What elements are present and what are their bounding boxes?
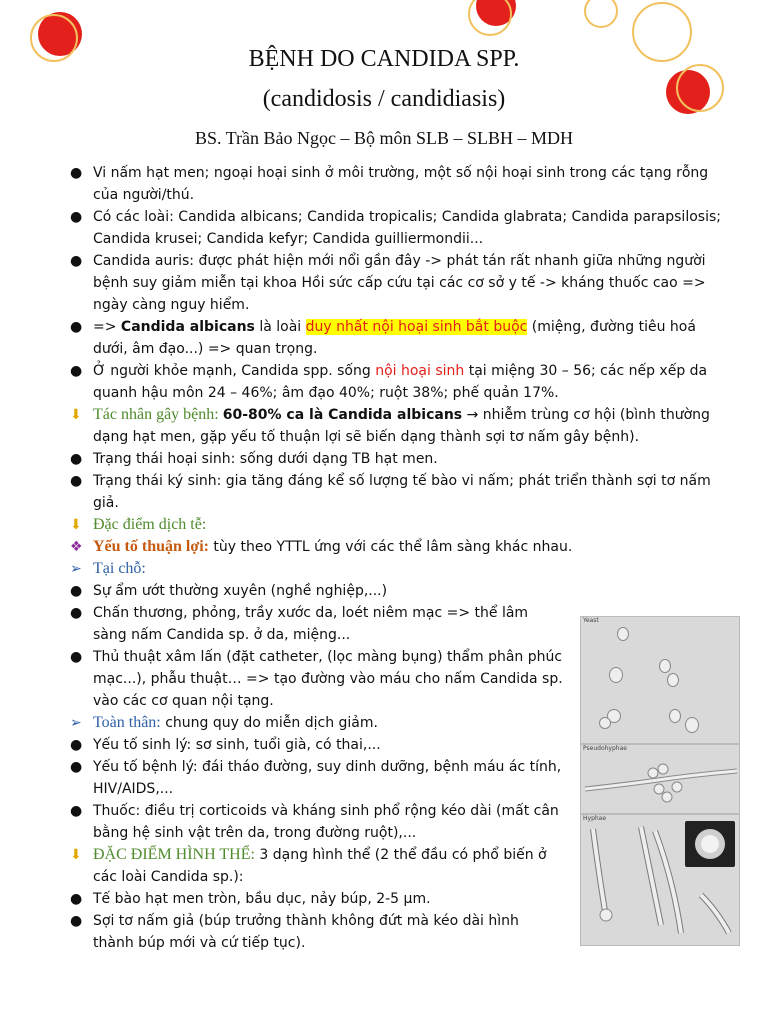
list-item-text: Trạng thái hoại sinh: sống dưới dạng TB hạt men. bbox=[93, 451, 438, 467]
list-item-text: Thủ thuật xâm lấn (đặt catheter, (lọc màng bụng) thẩm phân phúc mạc...), phẫu thuật… => tạo đường vào máu cho nấm Candida sp. vào các cơ quan nội tạng. bbox=[93, 649, 563, 709]
list-item bbox=[68, 360, 728, 404]
list-item-text: Tế bào hạt men tròn, bầu dục, nảy búp, 2-5 µm. bbox=[93, 891, 431, 907]
candida-micrograph-figure bbox=[576, 616, 742, 946]
arrow-down-icon: ⬇ bbox=[70, 847, 82, 863]
species-name-bold: Candida albicans bbox=[120, 319, 255, 335]
decorative-ring bbox=[584, 0, 618, 28]
bullet-dot-icon: ● bbox=[70, 891, 83, 907]
section-heading: Đặc điểm dịch tễ: bbox=[93, 516, 207, 533]
pseudohyphae-micrograph bbox=[580, 744, 740, 814]
colony-drawing bbox=[685, 821, 735, 867]
text-fragment: tùy theo YTTL ứng với các thể lâm sàng khác nhau. bbox=[208, 539, 573, 555]
bullet-dot-icon: ● bbox=[70, 165, 83, 181]
section-heading: Tác nhân gây bệnh: bbox=[93, 406, 223, 423]
document-title: BỆNH DO CANDIDA SPP. bbox=[248, 46, 520, 72]
list-item-text: Vi nấm hạt men; ngoại hoại sinh ở môi trường, một số nội hoại sinh trong các tạng rỗng của người/thú. bbox=[93, 165, 709, 203]
section-heading: Yếu tố thuận lợi: bbox=[93, 538, 209, 555]
yeast-cell bbox=[659, 659, 671, 673]
bullet-dot-icon: ● bbox=[70, 803, 83, 819]
text-fragment: Ở người khỏe mạnh, Candida spp. sống bbox=[93, 363, 376, 379]
decorative-ring bbox=[468, 0, 512, 36]
pseudohyphae-drawing bbox=[581, 745, 739, 813]
list-item bbox=[68, 602, 563, 646]
colony-inset-image bbox=[685, 821, 735, 867]
list-item bbox=[68, 734, 563, 756]
list-item bbox=[68, 646, 563, 712]
list-item-text: Yếu tố bệnh lý: đái tháo đường, suy dinh dưỡng, bệnh máu ác tính, HIV/AIDS,... bbox=[93, 759, 562, 797]
bullet-dot-icon: ● bbox=[70, 363, 83, 379]
text-fragment: chung quy do miễn dịch giảm. bbox=[160, 715, 378, 731]
document-subtitle: (candidosis / candidiasis) bbox=[262, 86, 506, 112]
panel-label: Hyphae bbox=[583, 815, 607, 822]
bullet-dot-icon: ● bbox=[70, 913, 83, 929]
bullet-dot-icon: ● bbox=[70, 209, 83, 225]
yeast-cell bbox=[669, 709, 681, 723]
bullet-dot-icon: ● bbox=[70, 583, 83, 599]
highlighted-text: duy nhất nội hoại sinh bắt buộc bbox=[305, 319, 528, 335]
yeast-micrograph bbox=[580, 616, 740, 744]
four-point-star-icon: ❖ bbox=[70, 539, 83, 555]
section-heading: Tại chỗ: bbox=[93, 560, 146, 577]
bullet-dot-icon: ● bbox=[70, 649, 83, 665]
bullet-dot-icon: ● bbox=[70, 451, 83, 467]
text-fragment: (miệng, đường tiêu hoá dưới, âm đạo...) => quan trọng. bbox=[93, 319, 696, 357]
list-item-text: Candida auris: được phát hiện mới nổi gần đây -> phát tán rất nhanh giữa những người bệnh suy giảm miễn tại khoa Hồi sức cấp cứu tại các cơ sở y tế -> kháng thuốc cao => ngày càng nguy hiểm. bbox=[93, 253, 706, 313]
list-item bbox=[68, 580, 563, 602]
bullet-dot-icon: ● bbox=[70, 759, 83, 775]
list-item bbox=[68, 712, 563, 734]
list-item bbox=[68, 206, 728, 250]
list-item bbox=[68, 448, 728, 470]
list-item bbox=[68, 250, 728, 316]
list-item bbox=[68, 910, 563, 954]
list-item bbox=[68, 558, 728, 580]
text-fragment: => bbox=[93, 319, 121, 335]
red-emphasis-text: nội hoại sinh bbox=[375, 363, 465, 379]
arrowhead-right-icon: ➢ bbox=[70, 561, 82, 577]
list-item-text: Sự ẩm ướt thường xuyên (nghề nghiệp,...) bbox=[93, 583, 388, 599]
bullet-dot-icon: ● bbox=[70, 605, 83, 621]
hyphae-micrograph bbox=[580, 814, 740, 946]
arrowhead-right-icon: ➢ bbox=[70, 715, 82, 731]
panel-label: Yeast bbox=[583, 617, 599, 624]
list-item-text: Thuốc: điều trị corticoids và kháng sinh phổ rộng kéo dài (mất cân bằng hệ sinh vật trên da, trong đường ruột),... bbox=[93, 803, 559, 841]
list-item-text: Trạng thái ký sinh: gia tăng đáng kể số lượng tế bào vi nấm; phát triển thành sợi tơ nấm giả. bbox=[93, 473, 711, 511]
list-item bbox=[68, 162, 728, 206]
text-fragment: → nhiễm trùng cơ hội (bình thường dạng hạt men, gặp yếu tố thuận lợi sẽ biến dạng thành sợi tơ nấm gây bệnh). bbox=[93, 407, 710, 445]
list-item-text: Yếu tố sinh lý: sơ sinh, tuổi già, có thai,... bbox=[93, 737, 381, 753]
arrow-down-icon: ⬇ bbox=[70, 407, 82, 423]
list-item bbox=[68, 514, 728, 536]
list-item-text: Chấn thương, phỏng, trầy xước da, loét niêm mạc => thể lâm sàng nấm Candida sp. ở da, miệng... bbox=[93, 605, 529, 643]
list-item-text: Sợi tơ nấm giả (búp trưởng thành không đứt mà kéo dài hình thành búp mới và cứ tiếp tục). bbox=[93, 913, 519, 951]
text-fragment: 3 dạng hình thể (2 thể đầu có phổ biến ở các loài Candida sp.): bbox=[93, 847, 547, 885]
bullet-dot-icon: ● bbox=[70, 737, 83, 753]
list-item bbox=[68, 844, 563, 888]
bullet-dot-icon: ● bbox=[70, 473, 83, 489]
text-fragment: tại miệng 30 – 56; các nếp xếp da quanh hậu môn 24 – 46%; âm đạo 40%; ruột 38%; phế quản 17%. bbox=[93, 363, 708, 401]
list-item bbox=[68, 756, 563, 800]
list-item bbox=[68, 470, 728, 514]
bold-text: 60-80% ca là Candida albicans bbox=[222, 407, 463, 423]
panel-label: Pseudohyphae bbox=[583, 745, 627, 752]
arrow-down-icon: ⬇ bbox=[70, 517, 82, 533]
section-heading: ĐẶC ĐIỂM HÌNH THỂ: bbox=[93, 846, 255, 863]
yeast-cell bbox=[685, 717, 699, 733]
list-item bbox=[68, 536, 728, 558]
yeast-cell bbox=[617, 627, 629, 641]
list-item bbox=[68, 888, 563, 910]
section-heading: Toàn thân: bbox=[93, 714, 161, 731]
yeast-cell bbox=[599, 717, 611, 729]
list-item bbox=[68, 800, 563, 844]
bullet-dot-icon: ● bbox=[70, 253, 83, 269]
list-item bbox=[68, 316, 728, 360]
yeast-cell bbox=[667, 673, 679, 687]
bullet-dot-icon: ● bbox=[70, 319, 83, 335]
list-item-text: Có các loài: Candida albicans; Candida tropicalis; Candida glabrata; Candida parapsilosis; Candida krusei; Candida kefyr; Candida guilliermondii... bbox=[93, 209, 721, 247]
text-fragment: là loài bbox=[254, 319, 306, 335]
author-line: BS. Trần Bảo Ngọc – Bộ môn SLB – SLBH – MDH bbox=[194, 128, 574, 148]
list-item bbox=[68, 404, 728, 448]
yeast-cell bbox=[609, 667, 623, 683]
